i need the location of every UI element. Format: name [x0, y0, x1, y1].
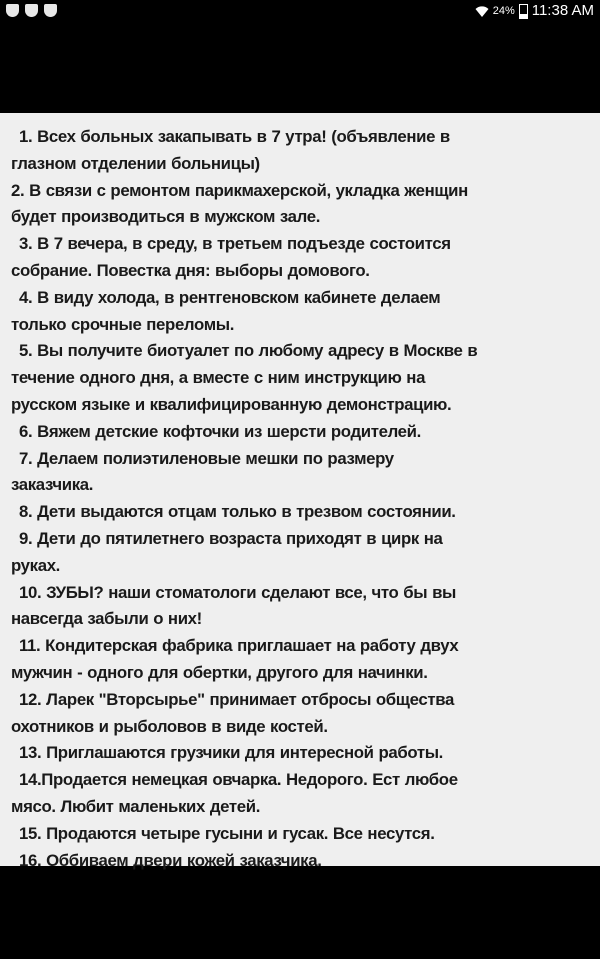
- battery-percent: 24%: [492, 5, 515, 17]
- status-bar: [0, 0, 600, 22]
- note-line: мужчин - одного для обертки, другого для начинки.: [11, 662, 428, 682]
- note-line: 3. В 7 вечера, в среду, в третьем подъезде состоится: [19, 234, 451, 254]
- note-line: 1. Всех больных закапывать в 7 утра! (объявление в: [19, 127, 450, 146]
- note-line: будет производиться в мужском зале.: [11, 207, 321, 227]
- announcement-list: [0, 113, 600, 870]
- note-line: 12. Ларек "Вторсырье" принимает отбросы общества: [19, 689, 454, 709]
- shield-icon: [44, 4, 57, 17]
- note-line: 6. Вяжем детские кофточки из шерсти родителей.: [19, 421, 421, 441]
- note-line: 2. В связи с ремонтом парикмахерской, укладка женщин: [11, 180, 468, 200]
- note-line: навсегда забыли о них!: [11, 609, 202, 629]
- notification-icons: [6, 4, 57, 17]
- note-line: руках.: [11, 555, 60, 575]
- note-line: 11. Кондитерская фабрика приглашает на работу двух: [19, 636, 459, 656]
- note-line: 9. Дети до пятилетнего возраста приходят в цирк на: [19, 528, 443, 548]
- note-line: 13. Приглашаются грузчики для интересной работы.: [19, 743, 443, 763]
- note-line: 15. Продаются четыре гусыни и гусак. Все несутся.: [19, 823, 435, 843]
- note-line: заказчика.: [11, 475, 94, 495]
- system-status: [475, 2, 594, 20]
- note-line: 5. Вы получите биотуалет по любому адресу в Москве в: [19, 341, 478, 361]
- note-line: 10. ЗУБЫ? наши стоматологи сделают все, что бы вы: [19, 582, 457, 602]
- note-line: собрание. Повестка дня: выборы домового.: [11, 260, 370, 280]
- battery-icon: [519, 4, 528, 19]
- shield-icon: [6, 4, 19, 17]
- note-line: 14.Продается немецкая овчарка. Недорого. Ест любое: [19, 770, 458, 790]
- shield-icon: [25, 4, 38, 17]
- note-line: 4. В виду холода, в рентгеновском кабинете делаем: [19, 287, 441, 307]
- note-line: 8. Дети выдаются отцам только в трезвом состоянии.: [19, 502, 456, 522]
- wifi-icon: [475, 4, 489, 18]
- note-line: 7. Делаем полиэтиленовые мешки по размеру: [19, 448, 394, 468]
- clock: 11:38 AM: [531, 2, 594, 19]
- note-line: русском языке и квалифицированную демонстрацию.: [11, 394, 452, 414]
- note-line: 16. Оббиваем двери кожей заказчика.: [19, 850, 322, 870]
- note-line: мясо. Любит маленьких детей.: [11, 796, 261, 816]
- note-line: только срочные переломы.: [11, 314, 235, 334]
- note-line: течение одного дня, а вместе с ним инструкцию на: [11, 368, 426, 388]
- note-line: охотников и рыболовов в виде костей.: [11, 716, 328, 736]
- note-line: глазном отделении больницы): [11, 153, 260, 173]
